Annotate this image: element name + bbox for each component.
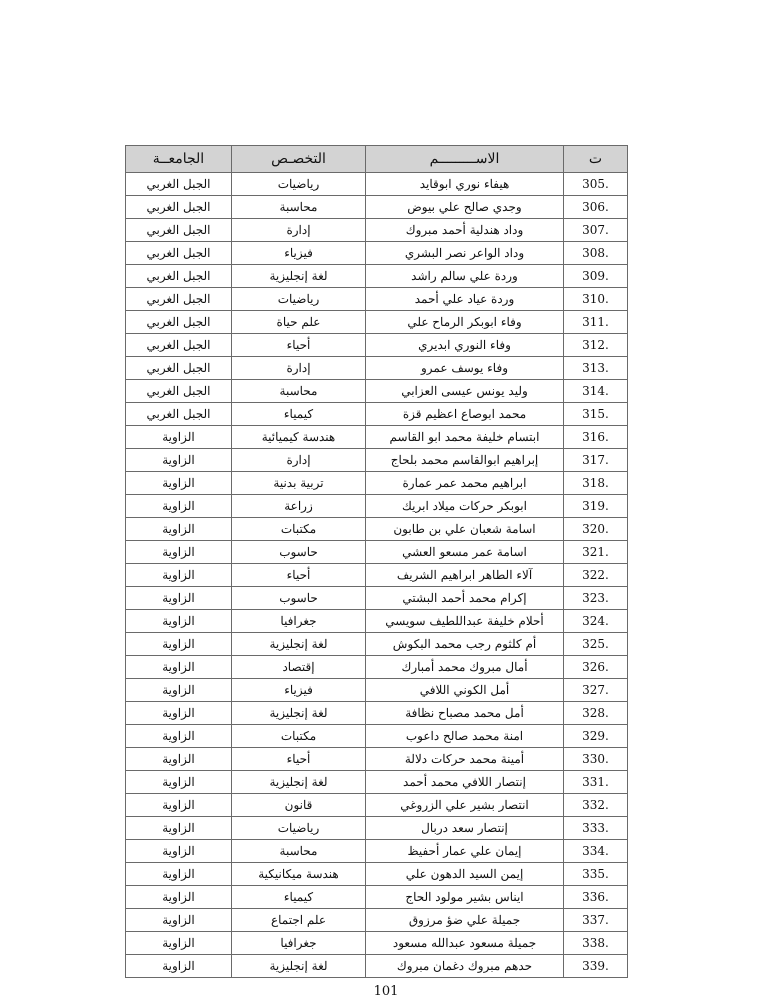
row-name: أمل الكوني اللافي (366, 679, 564, 702)
row-specialization: لغة إنجليزية (232, 771, 366, 794)
table-row (126, 748, 628, 771)
row-specialization: حاسوب (232, 541, 366, 564)
row-number: 328. (564, 702, 628, 725)
table-row (126, 311, 628, 334)
page-number: 101 (373, 984, 399, 999)
header-name: الاســـــــــم (366, 146, 564, 173)
row-number: 310. (564, 288, 628, 311)
row-name: إكرام محمد أحمد البشتي (366, 587, 564, 610)
row-specialization: كيمياء (232, 403, 366, 426)
table-row (126, 196, 628, 219)
row-number: 312. (564, 334, 628, 357)
table-row (126, 449, 628, 472)
table-row (126, 633, 628, 656)
row-specialization: علم اجتماع (232, 909, 366, 932)
header-university: الجامعــة (126, 146, 232, 173)
row-name: وداد هندلية أحمد مبروك (366, 219, 564, 242)
row-number: 311. (564, 311, 628, 334)
row-university: الزاوية (126, 610, 232, 633)
row-specialization: جغرافيا (232, 932, 366, 955)
row-university: الزاوية (126, 495, 232, 518)
row-university: الجبل الغربي (126, 357, 232, 380)
table-row (126, 403, 628, 426)
row-university: الزاوية (126, 472, 232, 495)
row-university: الجبل الغربي (126, 380, 232, 403)
row-university: الزاوية (126, 863, 232, 886)
row-specialization: إدارة (232, 449, 366, 472)
row-name: وداد الواعر نصر البشري (366, 242, 564, 265)
row-name: وفاء النوري ابديري (366, 334, 564, 357)
row-number: 336. (564, 886, 628, 909)
row-specialization: مكتبات (232, 725, 366, 748)
table-row (126, 587, 628, 610)
row-number: 324. (564, 610, 628, 633)
row-number: 309. (564, 265, 628, 288)
row-specialization: لغة إنجليزية (232, 955, 366, 978)
row-number: 308. (564, 242, 628, 265)
row-number: 318. (564, 472, 628, 495)
row-number: 329. (564, 725, 628, 748)
row-university: الجبل الغربي (126, 173, 232, 196)
row-name: أم كلثوم رجب محمد البكوش (366, 633, 564, 656)
table-row (126, 495, 628, 518)
header-number: ت (564, 146, 628, 173)
row-specialization: رياضيات (232, 288, 366, 311)
row-number: 313. (564, 357, 628, 380)
table-row (126, 334, 628, 357)
header-specialization: التخصـص (232, 146, 366, 173)
row-university: الجبل الغربي (126, 334, 232, 357)
row-number: 317. (564, 449, 628, 472)
row-number: 326. (564, 656, 628, 679)
row-specialization: أحياء (232, 564, 366, 587)
table-row (126, 357, 628, 380)
row-name: ايناس بشير مولود الحاج (366, 886, 564, 909)
row-name: إنتصار اللافي محمد أحمد (366, 771, 564, 794)
table-row (126, 771, 628, 794)
row-name: وجدي صالح علي بيوض (366, 196, 564, 219)
table-row (126, 794, 628, 817)
table-row (126, 541, 628, 564)
table-header-row (126, 146, 628, 173)
table-row (126, 472, 628, 495)
table-row (126, 564, 628, 587)
row-number: 325. (564, 633, 628, 656)
row-specialization: أحياء (232, 748, 366, 771)
row-specialization: هندسة كيميائية (232, 426, 366, 449)
row-university: الجبل الغربي (126, 265, 232, 288)
row-number: 320. (564, 518, 628, 541)
row-name: آلاء الطاهر ابراهيم الشريف (366, 564, 564, 587)
row-specialization: محاسبة (232, 196, 366, 219)
row-university: الجبل الغربي (126, 311, 232, 334)
row-number: 337. (564, 909, 628, 932)
row-name: أحلام خليفة عبداللطيف سويسي (366, 610, 564, 633)
table-row (126, 886, 628, 909)
row-specialization: أحياء (232, 334, 366, 357)
table-row (126, 610, 628, 633)
table-row (126, 219, 628, 242)
row-specialization: زراعة (232, 495, 366, 518)
row-number: 323. (564, 587, 628, 610)
row-university: الزاوية (126, 909, 232, 932)
row-name: ابراهيم محمد عمر عمارة (366, 472, 564, 495)
row-number: 339. (564, 955, 628, 978)
row-university: الزاوية (126, 702, 232, 725)
row-specialization: فيزياء (232, 242, 366, 265)
row-university: الزاوية (126, 587, 232, 610)
row-specialization: قانون (232, 794, 366, 817)
row-number: 335. (564, 863, 628, 886)
row-university: الجبل الغربي (126, 242, 232, 265)
row-name: وردة علي سالم راشد (366, 265, 564, 288)
row-name: ابتسام خليفة محمد ابو القاسم (366, 426, 564, 449)
row-university: الزاوية (126, 840, 232, 863)
row-number: 334. (564, 840, 628, 863)
row-university: الزاوية (126, 817, 232, 840)
table-row (126, 909, 628, 932)
row-name: محمد ابوصاع اعظيم قزة (366, 403, 564, 426)
table-row (126, 380, 628, 403)
row-specialization: إدارة (232, 219, 366, 242)
row-specialization: فيزياء (232, 679, 366, 702)
table-row (126, 863, 628, 886)
row-name: اسامة عمر مسعو العشي (366, 541, 564, 564)
row-number: 332. (564, 794, 628, 817)
row-specialization: هندسة ميكانيكية (232, 863, 366, 886)
row-name: وردة عياد علي أحمد (366, 288, 564, 311)
row-specialization: لغة إنجليزية (232, 265, 366, 288)
row-number: 330. (564, 748, 628, 771)
row-university: الزاوية (126, 449, 232, 472)
row-university: الجبل الغربي (126, 219, 232, 242)
row-specialization: تربية بدنية (232, 472, 366, 495)
row-specialization: جغرافيا (232, 610, 366, 633)
row-number: 322. (564, 564, 628, 587)
row-specialization: لغة إنجليزية (232, 702, 366, 725)
table-row (126, 173, 628, 196)
row-name: هيفاء نوري ابوقايد (366, 173, 564, 196)
table-row (126, 265, 628, 288)
row-number: 315. (564, 403, 628, 426)
row-university: الزاوية (126, 794, 232, 817)
row-specialization: رياضيات (232, 173, 366, 196)
row-university: الزاوية (126, 541, 232, 564)
row-name: وفاء ابوبكر الرماح علي (366, 311, 564, 334)
table-row (126, 426, 628, 449)
row-name: أمينة محمد حركات دلالة (366, 748, 564, 771)
table-row (126, 955, 628, 978)
row-name: إيمن السيد الدهون علي (366, 863, 564, 886)
row-specialization: حاسوب (232, 587, 366, 610)
row-name: إنتصار سعد دربال (366, 817, 564, 840)
row-university: الزاوية (126, 932, 232, 955)
row-specialization: علم حياة (232, 311, 366, 334)
row-specialization: رياضيات (232, 817, 366, 840)
table-row (126, 817, 628, 840)
row-number: 333. (564, 817, 628, 840)
row-name: جميلة مسعود عبدالله مسعود (366, 932, 564, 955)
row-university: الزاوية (126, 771, 232, 794)
row-university: الزاوية (126, 633, 232, 656)
table-row (126, 518, 628, 541)
row-specialization: إدارة (232, 357, 366, 380)
row-name: انتصار بشير علي الزروغي (366, 794, 564, 817)
row-university: الزاوية (126, 426, 232, 449)
row-name: أمل محمد مصباح نظافة (366, 702, 564, 725)
row-number: 321. (564, 541, 628, 564)
table-row (126, 242, 628, 265)
row-name: ابوبكر حركات ميلاد ابريك (366, 495, 564, 518)
table-row (126, 679, 628, 702)
row-university: الزاوية (126, 725, 232, 748)
row-name: اسامة شعبان علي بن طابون (366, 518, 564, 541)
table-row (126, 725, 628, 748)
graduates-table (125, 145, 628, 978)
row-number: 338. (564, 932, 628, 955)
table-row (126, 840, 628, 863)
row-university: الزاوية (126, 564, 232, 587)
row-number: 327. (564, 679, 628, 702)
table-row (126, 656, 628, 679)
row-university: الزاوية (126, 518, 232, 541)
row-specialization: محاسبة (232, 380, 366, 403)
table-row (126, 932, 628, 955)
row-number: 305. (564, 173, 628, 196)
row-number: 307. (564, 219, 628, 242)
row-university: الزاوية (126, 656, 232, 679)
table-row (126, 288, 628, 311)
row-university: الزاوية (126, 955, 232, 978)
row-number: 331. (564, 771, 628, 794)
row-specialization: محاسبة (232, 840, 366, 863)
table-row (126, 702, 628, 725)
row-name: إيمان علي عمار أحفيظ (366, 840, 564, 863)
row-university: الجبل الغربي (126, 196, 232, 219)
table-body (126, 173, 628, 978)
row-name: وفاء يوسف عمرو (366, 357, 564, 380)
row-specialization: إقتصاد (232, 656, 366, 679)
row-name: جميلة علي ضؤ مرزوق (366, 909, 564, 932)
row-number: 316. (564, 426, 628, 449)
row-specialization: كيمياء (232, 886, 366, 909)
row-number: 319. (564, 495, 628, 518)
row-number: 314. (564, 380, 628, 403)
row-university: الزاوية (126, 748, 232, 771)
row-name: حدهم مبروك دغمان مبروك (366, 955, 564, 978)
row-number: 306. (564, 196, 628, 219)
row-university: الجبل الغربي (126, 288, 232, 311)
row-name: أمال مبروك محمد أمبارك (366, 656, 564, 679)
row-university: الزاوية (126, 886, 232, 909)
row-specialization: لغة إنجليزية (232, 633, 366, 656)
row-university: الزاوية (126, 679, 232, 702)
row-university: الجبل الغربي (126, 403, 232, 426)
row-name: امنة محمد صالح داعوب (366, 725, 564, 748)
row-specialization: مكتبات (232, 518, 366, 541)
row-name: وليد يونس عيسى العزابي (366, 380, 564, 403)
row-name: إبراهيم ابوالقاسم محمد بلحاج (366, 449, 564, 472)
